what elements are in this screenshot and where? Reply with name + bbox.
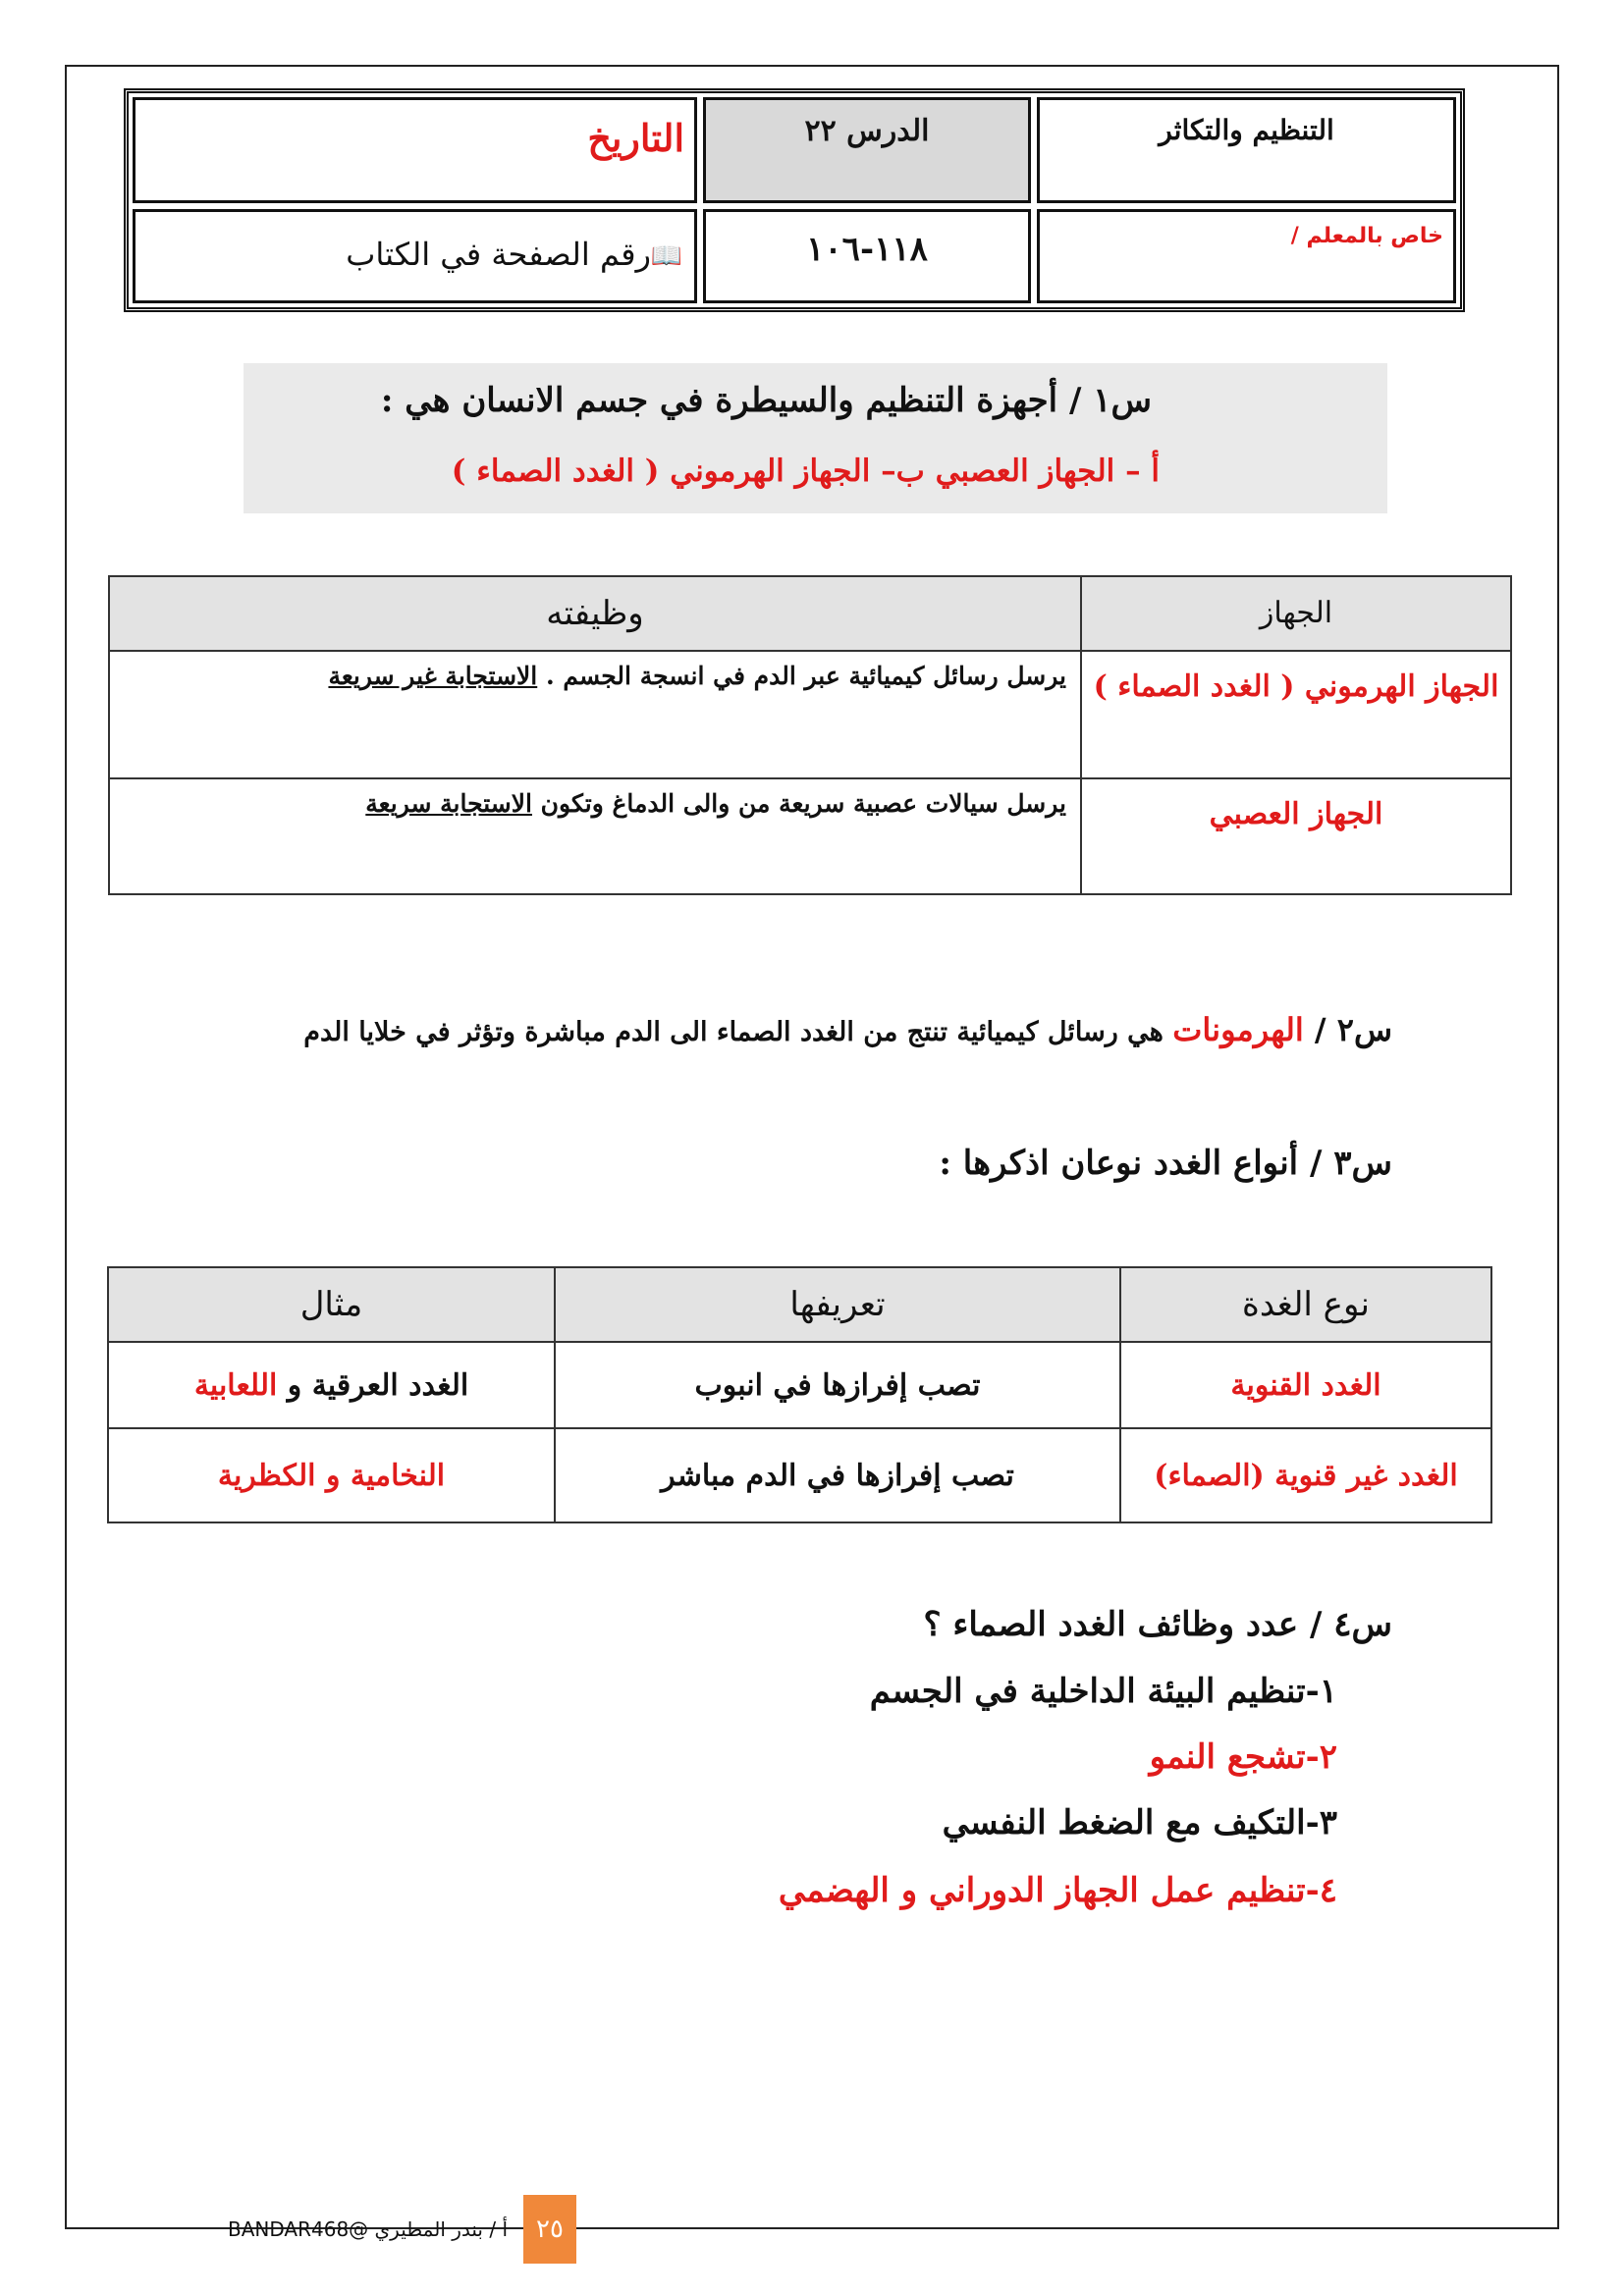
table-row [108,1428,1491,1522]
lesson-number: الدرس ٢٢ [804,114,930,148]
glands-header-example: مثال [108,1267,555,1342]
question-1-box [244,363,1387,513]
lesson-title: التنظيم والتكاثر [1159,114,1334,146]
page-footer [228,2195,576,2264]
list-item: ٤-تنظيم عمل الجهاز الدوراني و الهضمي [778,1871,1337,1910]
gland-example-cell: الغدد العرقية و اللعابية [108,1342,555,1428]
page-label: رقم الصفحة في الكتاب [346,236,651,273]
function-cell: يرسل رسائل كيميائية عبر الدم في انسجة الجسم . الاستجابة غير سريعة [109,651,1081,778]
date-label: التاريخ [587,116,684,160]
gland-definition-cell: تصب إفرازها في انبوب [555,1342,1120,1428]
page-number: ٢٥ [523,2195,576,2264]
device-cell: الجهاز العصبي [1081,778,1511,894]
question-2: س٢ / الهرمونات هي رسائل كيميائية تنتج من الغدد الصماء الى الدم مباشرة وتؤثر في خلايا الدم [303,1011,1392,1048]
list-item: ٢-تشجع النمو [1149,1737,1337,1777]
page-range: ١١٨-١٠٦ [806,230,928,269]
gland-type-cell: الغدد القنوية [1120,1342,1491,1428]
question-1-answer: أ – الجهاز العصبي ب– الجهاز الهرموني ( الغدد الصماء ) [451,454,1160,489]
hormones-term: الهرمونات [1172,1011,1304,1048]
lesson-number-cell [703,97,1031,203]
glands-header-type: نوع الغدة [1120,1267,1491,1342]
table-row [109,778,1511,894]
question-3: س٣ / أنواع الغدد نوعان اذكرها : [939,1144,1392,1183]
list-item: ٣-التكيف مع الضغط النفسي [942,1803,1337,1842]
devices-table [108,575,1512,895]
page-label-cell [133,209,697,303]
function-cell: يرسل سيالات عصبية سريعة من والى الدماغ وتكون الاستجابة سريعة [109,778,1081,894]
question-4: س٤ / عدد وظائف الغدد الصماء ؟ [923,1605,1392,1644]
teacher-note: خاص بالمعلم / [1290,224,1443,248]
pages-cell [703,209,1031,303]
question-1: س١ / أجهزة التنظيم والسيطرة في جسم الانسان هي : [380,381,1152,420]
lesson-header-table [124,88,1465,312]
devices-header-function: وظيفته [109,576,1081,651]
lesson-title-cell [1037,97,1456,203]
gland-example-cell: النخامية و الكظرية [108,1428,555,1522]
book-icon: 📖 [650,241,682,271]
gland-type-cell: الغدد غير قنوية (الصماء) [1120,1428,1491,1522]
teacher-note-cell [1037,209,1456,303]
table-row [109,651,1511,778]
author-credit: أ / بندر المطيري @BANDAR468 [228,2217,508,2241]
list-item: ١-تنظيم البيئة الداخلية في الجسم [869,1672,1337,1711]
date-cell [133,97,697,203]
table-row [108,1342,1491,1428]
devices-header-device: الجهاز [1081,576,1511,651]
device-cell: الجهاز الهرموني ( الغدد الصماء ) [1081,651,1511,778]
glands-header-definition: تعريفها [555,1267,1120,1342]
gland-definition-cell: تصب إفرازها في الدم مباشر [555,1428,1120,1522]
glands-table [107,1266,1492,1523]
